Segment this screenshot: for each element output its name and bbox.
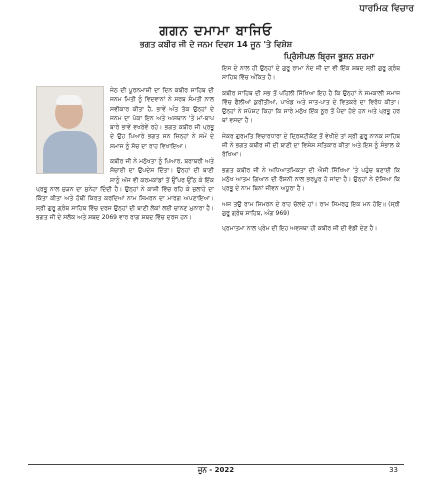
author-name: ਪ੍ਰਿੰਸੀਪਲ ਬ੍ਰਿਜ ਭੂਸ਼ਨ ਸ਼ਰਮਾ xyxy=(283,52,375,61)
right-paragraph-3: ਜੇਕਰ ਗੁਰਮਤਿ ਵਿਚਾਰਧਾਰਾ ਦੇ ਦ੍ਰਿਸ਼ਟੀਕੋਣ ਤੋਂ ਵੇਖੀਏ ਤਾਂ ਸ੍ਰੀ ਗੁਰੂ ਨਾਨਕ ਸਾਹਿਬ ਜੀ ਨੇ ਭਗਤ ਕਬੀਰ ਜੀ ਦੀ ਬਾਣੀ ਦਾ ਵਿਸ਼ੇਸ਼ ਸਤਿਕਾਰ ਕੀਤਾ ਅਤੇ ਇਸ ਨੂੰ ਸੰਭਾਲ ਕੇ ਰੱਖਿਆ। xyxy=(222,132,400,159)
photo-shirt xyxy=(43,131,97,174)
right-paragraph-4: ਭਗਤ ਕਬੀਰ ਜੀ ਨੇ ਅਧਿਆਤਮਿਕਤਾ ਦੀ ਐਸੀ ਸਿੱਖਿਆ 'ਤੇ ਪਹੁੰਚ ਬਣਾਈ ਕਿ ਮਨੁੱਖ ਆਤਮ ਗਿਆਨ ਦੀ ਰੌਸ਼ਨੀ ਨਾਲ ਭਰਪੂਰ ਹੋ ਜਾਂਦਾ ਹੈ। ਉਨ੍ਹਾਂ ਨੇ ਦੱਸਿਆ ਕਿ ਪ੍ਰਭੂ ਦੇ ਨਾਮ ਬਿਨਾਂ ਜੀਵਨ ਅਧੂਰਾ ਹੈ। xyxy=(222,166,400,193)
page-number: 33 xyxy=(389,466,398,474)
article-title: ਗਗਨ ਦਮਾਮਾ ਬਾਜਿਓ xyxy=(159,24,273,39)
left-column xyxy=(36,86,214,228)
footer-divider xyxy=(28,464,404,465)
author-photo xyxy=(36,86,104,174)
right-column xyxy=(222,64,400,239)
article-subtitle: ਭਗਤ ਕਬੀਰ ਜੀ ਦੇ ਜਨਮ ਦਿਵਸ 14 ਜੂਨ 'ਤੇ ਵਿਸ਼ੇਸ਼ xyxy=(139,40,293,49)
right-paragraph-2: ਕਬੀਰ ਸਾਹਿਬ ਦੀ ਸਭ ਤੋਂ ਪਹਿਲੀ ਸਿੱਖਿਆ ਇਹ ਹੈ ਕਿ ਉਨ੍ਹਾਂ ਨੇ ਸਮਕਾਲੀ ਸਮਾਜ ਵਿੱਚ ਫੈਲੀਆਂ ਕੁਰੀਤੀਆਂ, ਪਾਖੰਡ ਅਤੇ ਜਾਤ-ਪਾਤ ਦੇ ਵਿਤਕਰੇ ਦਾ ਵਿਰੋਧ ਕੀਤਾ। ਉਨ੍ਹਾਂ ਨੇ ਸਪੱਸ਼ਟ ਕਿਹਾ ਕਿ ਸਾਰੇ ਮਨੁੱਖ ਇੱਕ ਨੂਰ ਤੋਂ ਪੈਦਾ ਹੋਏ ਹਨ ਅਤੇ ਪ੍ਰਭੂ ਹਰ ਥਾਂ ਵਸਦਾ ਹੈ। xyxy=(222,89,400,125)
footer-date: ਜੂਨ - 2022 xyxy=(197,466,235,474)
left-paragraph-1: ਜੇਠ ਦੀ ਪੂਰਨਮਾਸ਼ੀ ਦਾ ਦਿਨ ਕਬੀਰ ਸਾਹਿਬ ਦੀ ਜਨਮ ਮਿਤੀ ਨੂੰ ਵਿਦਵਾਨਾਂ ਨੇ ਸਰਬ ਸੰਮਤੀ ਨਾਲ ਸਵੀਕਾਰ ਕੀਤਾ ਹੈ, ਭਾਵੇਂ ਅੰਤ ਤੱਕ ਉਨ੍ਹਾਂ ਦੇ ਜਨਮ ਦਾ ਪੱਕਾ ਇਨ ਅਤੇ ਅਸਥਾਨ 'ਤੇ ਮਾਂ-ਬਾਪ ਬਾਰੇ ਭਾਵੇਂ ਵਖਰੇਵੇਂ ਰਹੇ। ਭਗਤ ਕਬੀਰ ਜੀ ਪ੍ਰਭੂ ਦੇ ਉਹ ਪਿਆਰੇ ਭਗਤ ਸਨ ਜਿਨ੍ਹਾਂ ਨੇ ਸਮੇਂ ਦੇ ਸਮਾਜ ਨੂੰ ਸੱਚ ਦਾ ਰਾਹ ਵਿਖਾਇਆ। xyxy=(110,87,214,150)
left-paragraph-2: ਕਬੀਰ ਜੀ ਨੇ ਮਨੁੱਖਤਾ ਨੂੰ ਪਿਆਰ, ਬਰਾਬਰੀ ਅਤੇ ਸੱਚਾਈ ਦਾ ਉਪਦੇਸ਼ ਦਿੱਤਾ। ਉਨ੍ਹਾਂ ਦੀ ਬਾਣੀ ਸਾਨੂੰ ਅੱਜ ਵੀ ਕਰਮਕਾਂਡਾਂ ਤੋਂ ਉੱਪਰ ਉੱਠ ਕੇ ਇੱਕ ਪ੍ਰਭੂ ਨਾਲ ਜੁੜਨ ਦਾ ਸੁਨੇਹਾ ਦਿੰਦੀ ਹੈ। ਉਨ੍ਹਾਂ ਨੇ ਕਾਸ਼ੀ ਵਿੱਚ ਰਹਿ ਕੇ ਜੁਲਾਹੇ ਦਾ ਕਿੱਤਾ ਕੀਤਾ ਅਤੇ ਹੱਥੀਂ ਕਿਰਤ ਕਰਦਿਆਂ ਨਾਮ ਸਿਮਰਨ ਦਾ ਮਾਰਗ ਅਪਣਾਇਆ। ਸ੍ਰੀ ਗੁਰੂ ਗ੍ਰੰਥ ਸਾਹਿਬ ਵਿੱਚ ਦਰਜ ਉਨ੍ਹਾਂ ਦੀ ਬਾਣੀ ਲੋਕਾਂ ਲਈ ਚਾਨਣ ਮੁਨਾਰਾ ਹੈ। ਭਗਤ ਜੀ ਦੇ ਸਲੋਕ ਅਤੇ ਸ਼ਬਦ 2069 ਵਾਰ ਰਾਗ ਸ਼ਬਦ ਵਿੱਚ ਦਰਜ ਹਨ। xyxy=(36,158,214,221)
photo-hair xyxy=(56,95,82,105)
section-label: ਧਾਰਮਿਕ ਵਿਚਾਰ xyxy=(359,4,414,14)
right-paragraph-1: ਇਸ ਦੇ ਨਾਲ ਹੀ ਉਨ੍ਹਾਂ ਦੇ ਗੁਰੂ ਰਾਮਾ ਨੰਦ ਜੀ ਦਾ ਵੀ ਇੱਕ ਸ਼ਬਦ ਸ੍ਰੀ ਗੁਰੂ ਗ੍ਰੰਥ ਸਾਹਿਬ ਵਿੱਚ ਅੰਕਿਤ ਹੈ। xyxy=(222,65,400,82)
right-paragraph-6: ਪ੍ਰਮਾਤਮਾ ਨਾਲ ਪ੍ਰੇਮ ਦੀ ਇਹ ਅਵਸਥਾ ਹੀ ਕਬੀਰ ਜੀ ਦੀ ਵੱਡੀ ਦੇਣ ਹੈ। xyxy=(222,225,378,233)
right-paragraph-5: ਅਜ ਤਉ ਰਾਮ ਸਿਮਰਨ ਦੇ ਰਾਹ ਚੱਲਦੇ ਹਾਂ। ਰਾਮ ਸਿਮਰਹੁ ਇਕ ਮਨ ਹੋਇ॥ (ਸ੍ਰੀ ਗੁਰੂ ਗ੍ਰੰਥ ਸਾਹਿਬ, ਅੰਗ 969) xyxy=(222,200,400,217)
